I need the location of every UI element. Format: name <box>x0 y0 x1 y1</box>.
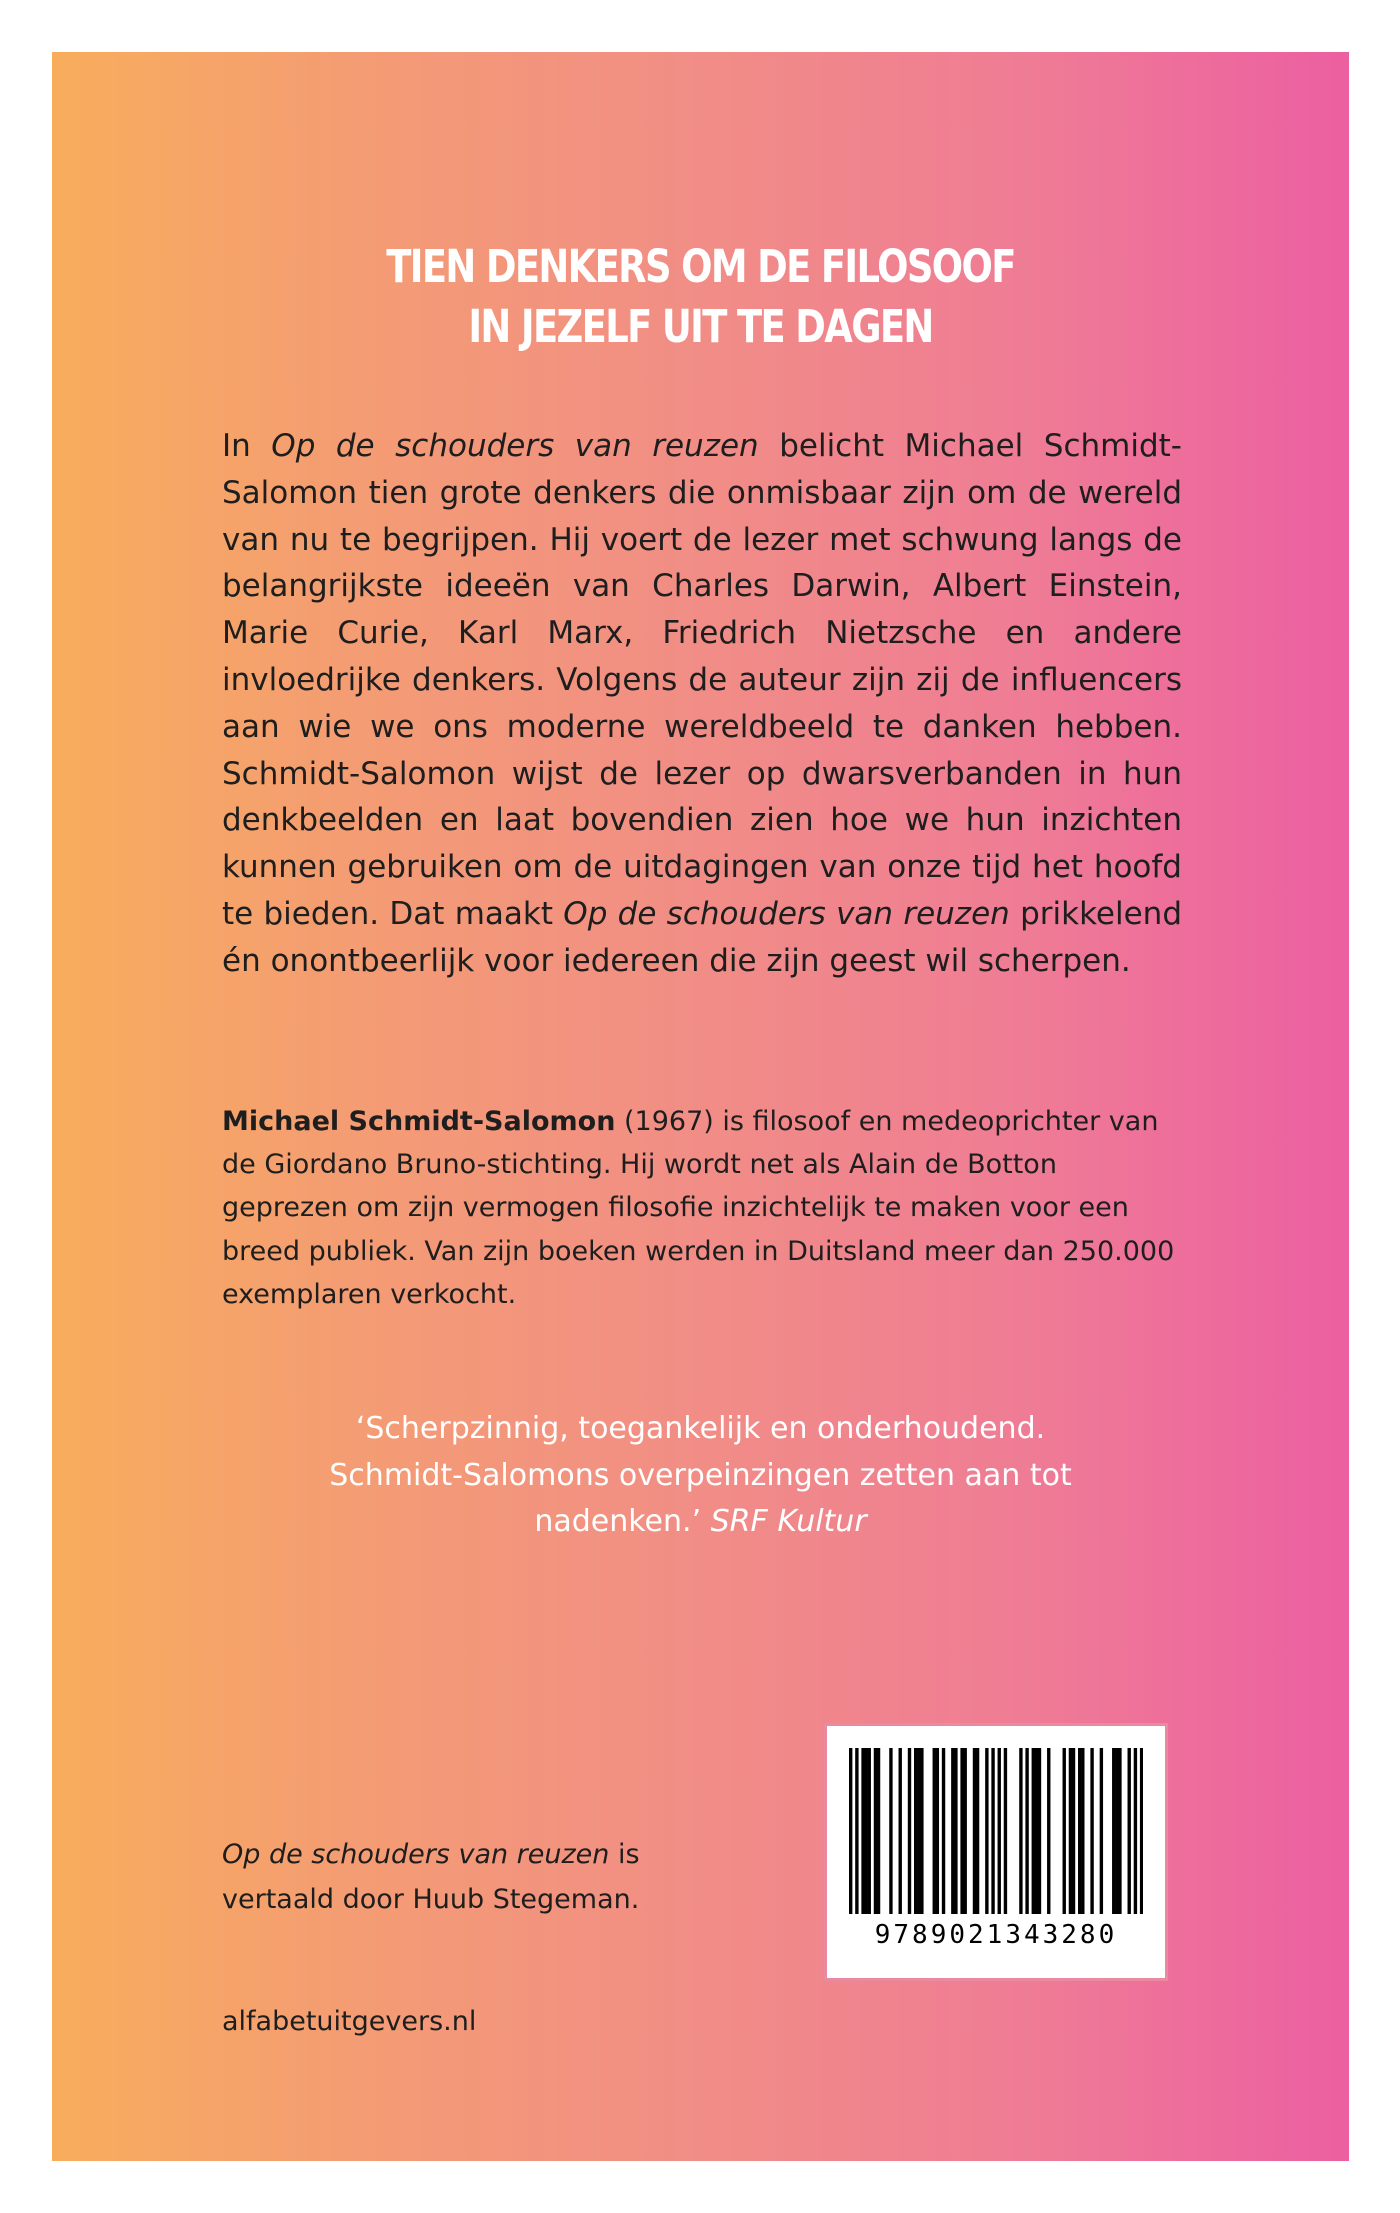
review-quote <box>172 1406 1229 1546</box>
credit-book-title: Op de schouders van reuzen <box>222 1839 610 1870</box>
barcode-bar <box>954 1748 957 1914</box>
barcode-bar <box>877 1748 880 1914</box>
credit-line-1-rest: is <box>609 1839 640 1870</box>
quote-source: SRF Kultur <box>710 1504 867 1539</box>
barcode-bar <box>1081 1748 1084 1914</box>
headline-line-2: IN JEZELF UIT TE DAGEN <box>468 300 933 353</box>
translation-credit <box>222 1832 782 1922</box>
barcode-bar <box>917 1748 920 1914</box>
back-cover <box>52 52 1349 2161</box>
barcode-bar <box>868 1748 871 1914</box>
barcode-bar <box>914 1748 917 1914</box>
barcode-bar <box>855 1748 858 1914</box>
isbn-number: 9789021343280 <box>874 1920 1118 1950</box>
barcode-bar <box>933 1748 936 1914</box>
author-bio-text: (1967) is filosoof en medeoprichter van de Giordano Bruno-stichting. Hij wordt net als Alain de Botton geprezen om zijn vermogen filosofie inzichtelijk te maken voor een breed publiek. Van zijn boeken werden in Duitsland meer dan 250.000 exemplaren verkocht. <box>222 1106 1175 1310</box>
blurb-text-2: belicht Michael Schmidt-Salomon tien grote denkers die onmisbaar zijn om de wereld van nu te begrijpen. Hij voert de lezer met schwung langs de belangrijkste ideeën van Charles Darwin, Albert Einstein, Marie Curie, Karl Marx, Friedrich Nietzsche en andere invloedrijke denkers. Volgens de auteur zijn zij de influencers aan wie we ons moderne wereldbeeld te danken hebben. Schmidt-Salomon wijst de lezer op dwarsverbanden in hun denkbeelden en laat bovendien zien hoe we hun inzichten kunnen gebruiken om de uitdagingen van onze tijd het hoofd te bieden. Dat maakt <box>222 428 1182 932</box>
publisher-website[interactable]: alfabetuitgevers.nl <box>222 2006 477 2037</box>
barcode-bar <box>985 1748 988 1914</box>
barcode-bar <box>951 1748 954 1914</box>
quote-line-3-text: nadenken.’ <box>534 1504 711 1539</box>
barcode-bar <box>874 1748 877 1914</box>
barcode-bar <box>1063 1748 1066 1914</box>
barcode-bar <box>864 1748 867 1914</box>
quote-line-2: Schmidt-Salomons overpeinzingen zetten aan tot <box>329 1457 1072 1493</box>
barcode-bar <box>1047 1748 1050 1914</box>
headline-line-1: TIEN DENKERS OM DE FILOSOOF <box>386 240 1015 293</box>
barcode-icon <box>849 1748 1143 1914</box>
barcode-bar <box>1032 1748 1035 1914</box>
barcode-bar <box>849 1748 852 1914</box>
headline <box>169 237 1233 357</box>
quote-line-3 <box>172 1499 1229 1546</box>
barcode-bar <box>1038 1748 1041 1914</box>
barcode-bar <box>1112 1748 1115 1914</box>
blurb-text-1: In <box>222 428 272 464</box>
barcode-bar <box>920 1748 923 1914</box>
barcode-bar <box>1090 1748 1093 1914</box>
barcode-bar <box>1115 1748 1118 1914</box>
barcode-bar <box>1118 1748 1121 1914</box>
barcode <box>824 1723 1168 1981</box>
book-title-inline: Op de schouders van reuzen <box>563 895 1010 932</box>
author-name: Michael Schmidt-Salomon <box>222 1106 616 1137</box>
barcode-bar <box>1078 1748 1081 1914</box>
quote-line-1: ‘Scherpzinnig, toegankelijk en onderhoudend. <box>355 1411 1046 1446</box>
barcode-bar <box>1134 1748 1137 1914</box>
barcode-bar <box>973 1748 976 1914</box>
credit-translator: vertaald door Huub Stegeman. <box>222 1884 640 1915</box>
barcode-bar <box>1072 1748 1075 1914</box>
barcode-bar <box>1140 1748 1143 1914</box>
barcode-bar <box>1025 1748 1028 1914</box>
barcode-bar <box>942 1748 945 1914</box>
barcode-bar <box>1019 1748 1022 1914</box>
barcode-bar <box>1100 1748 1103 1914</box>
blurb-paragraph <box>222 423 1182 985</box>
barcode-bar <box>936 1748 939 1914</box>
author-bio <box>222 1100 1190 1316</box>
barcode-bar <box>1069 1748 1072 1914</box>
barcode-bar <box>1128 1748 1131 1914</box>
barcode-bar <box>861 1748 864 1914</box>
blurb-text-3: prikkelend én onontbeerlijk voor iedereen die zijn geest wil scherpen. <box>222 895 1183 979</box>
barcode-bar <box>964 1748 967 1914</box>
barcode-bar <box>976 1748 979 1914</box>
barcode-bar <box>908 1748 911 1914</box>
barcode-bar <box>1035 1748 1038 1914</box>
barcode-bar <box>889 1748 892 1914</box>
barcode-bar <box>960 1748 963 1914</box>
barcode-bar <box>1004 1748 1007 1914</box>
barcode-bar <box>991 1748 994 1914</box>
barcode-bar <box>899 1748 902 1914</box>
barcode-bar <box>998 1748 1001 1914</box>
book-title-inline: Op de schouders van reuzen <box>271 428 759 464</box>
